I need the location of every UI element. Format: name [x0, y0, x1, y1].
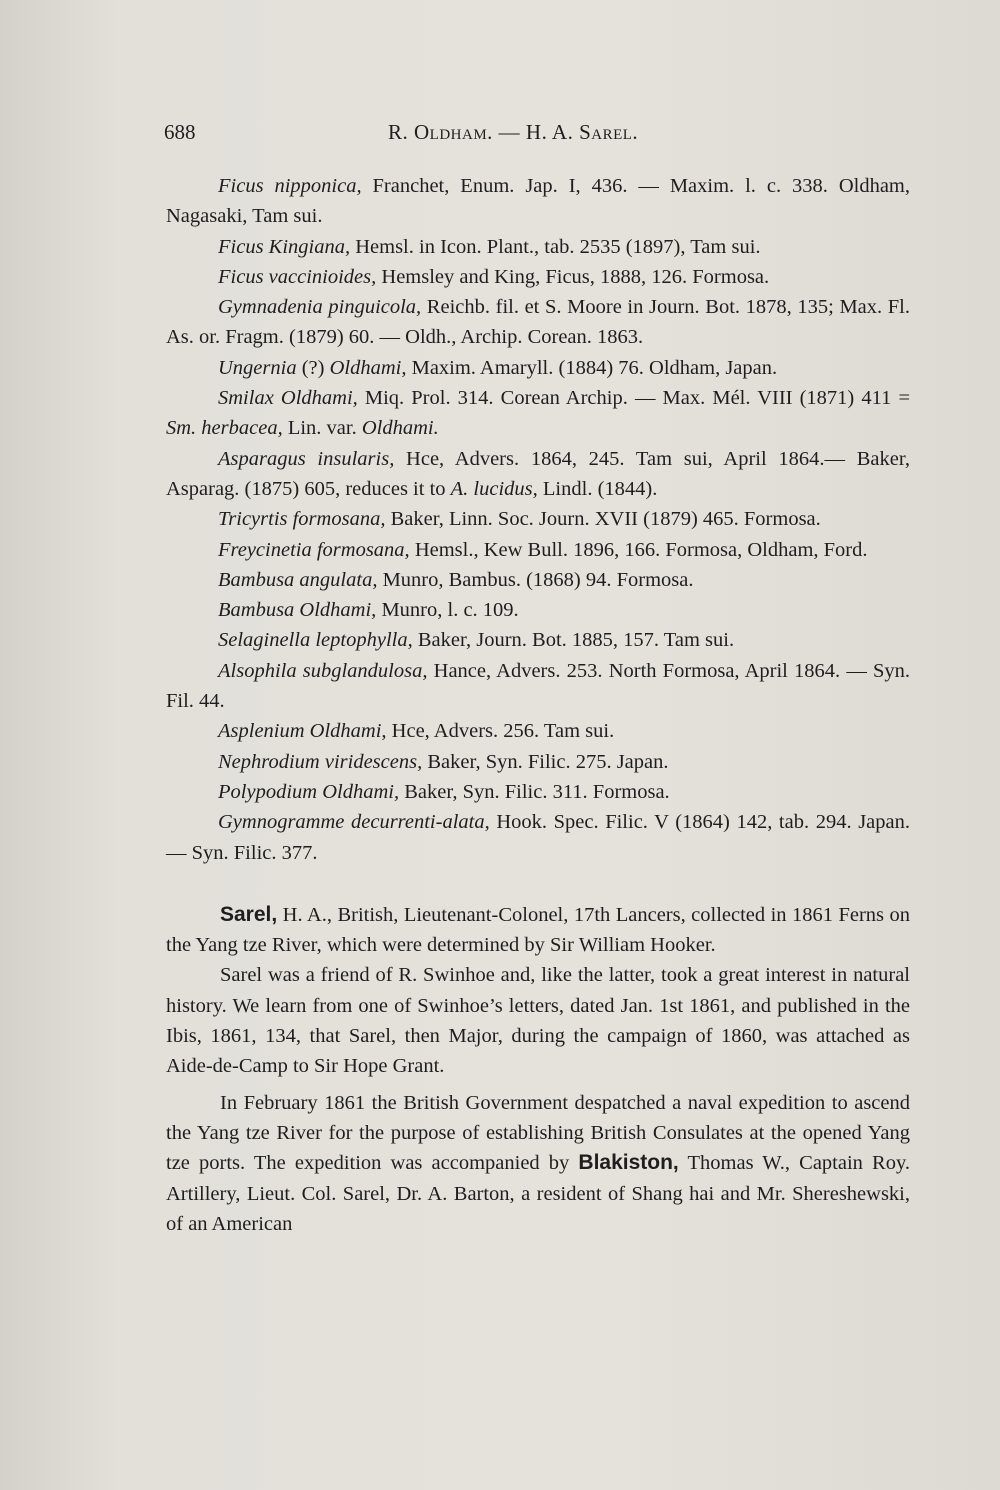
- entry-text: Baker, Syn. Filic. 311. Formosa.: [399, 780, 670, 803]
- taxon-name: Bambusa angulata,: [218, 568, 378, 591]
- taxon-name: Freycinetia formosana,: [218, 538, 410, 561]
- entry-text: Baker, Syn. Filic. 275. Japan.: [422, 750, 669, 773]
- entry-text: Hemsley and King, Ficus, 1888, 126. Formosa.: [376, 265, 770, 288]
- entry-text: Baker, Linn. Soc. Journ. XVII (1879) 465. Formosa.: [385, 508, 821, 531]
- taxon-name: Bambusa Oldhami,: [218, 599, 377, 622]
- entry: [166, 262, 910, 292]
- entry: [166, 565, 910, 595]
- paragraph-text: Thomas W., Captain Roy. Artillery, Lieut. Col. Sarel, Dr. A. Barton, a resident of Shang hai and Mr. Shereshewski, of an American: [166, 1152, 910, 1235]
- taxon-name: Alsophila subglandulosa,: [218, 659, 428, 682]
- taxon-name: Sm. herbacea,: [166, 417, 283, 440]
- entry-text: Maxim. Amaryll. (1884) 76. Oldham, Japan.: [406, 356, 778, 379]
- entry: [166, 504, 910, 534]
- entry: [166, 535, 910, 565]
- entry-text: Lindl. (1844).: [537, 477, 658, 500]
- taxon-name: Gymnadenia pinguicola,: [218, 296, 422, 319]
- taxon-name: Asparagus insularis,: [218, 447, 395, 470]
- entry-text: Miq. Prol. 314. Corean Archip. — Max. Mél. VIII (1871) 411 =: [357, 387, 911, 410]
- running-head: R. Oldham. — H. A. Sarel.: [388, 120, 639, 144]
- taxon-name: Ungernia: [218, 356, 297, 379]
- entry-text: Franchet, Enum. Jap. I, 436. — Maxim. l. c. 338. Oldham, Nagasaki, Tam sui.: [166, 175, 910, 228]
- taxon-name: Smilax Oldhami,: [218, 387, 358, 410]
- person-name: Sarel,: [220, 902, 278, 926]
- entry: [166, 232, 910, 262]
- sarel-entry: [166, 900, 910, 961]
- page-header: [164, 120, 910, 152]
- taxon-name: Oldhami.: [361, 417, 439, 440]
- taxon-name: Ficus nipponica,: [218, 175, 362, 197]
- entry: [166, 383, 910, 444]
- taxon-name: Tricyrtis formosana,: [218, 508, 386, 531]
- entry-text: Hce, Advers. 256. Tam sui.: [386, 720, 615, 743]
- taxon-name: Selaginella leptophylla,: [218, 629, 413, 652]
- taxon-name: Ficus Kingiana,: [218, 235, 351, 258]
- entry: [166, 292, 910, 353]
- entry-text: Reichb. fil. et S. Moore in Journ. Bot. 1878, 135; Max. Fl. As. or. Fragm. (1879) 60. — Oldh., Archip. Corean. 1863.: [166, 296, 910, 349]
- paragraph: Sarel was a friend of R. Swinhoe and, like the latter, took a great interest in natural history. We learn from one of Swinhoe’s letters, dated Jan. 1st 1861, and published in the Ibis, 1861, 134, that Sarel, then Major, during the campaign of 1860, was attached as Aide-de-Camp to Sir Hope Grant.: [166, 964, 910, 1078]
- entry: [166, 625, 910, 655]
- entry: [166, 444, 910, 505]
- entry-text: (?): [296, 356, 330, 379]
- entry: [166, 807, 910, 868]
- entry-text: Munro, Bambus. (1868) 94. Formosa.: [377, 568, 694, 591]
- page-number: 688: [164, 120, 196, 144]
- entry-text: Hemsl., Kew Bull. 1896, 166. Formosa, Oldham, Ford.: [409, 538, 868, 561]
- taxon-name: Polypodium Oldhami,: [218, 780, 400, 803]
- taxon-name: A. lucidus,: [450, 477, 538, 500]
- paragraph-text: In February 1861 the British Government despatched a naval expedition to ascend the Yang tze River for the purpose of establishing British Consulates at the opened Yang tze ports. The expedition was accompanied by: [166, 1091, 910, 1175]
- paragraph: [166, 1088, 910, 1239]
- taxon-name: Ficus vaccinioides,: [218, 265, 377, 288]
- taxon-name: Oldhami,: [329, 356, 407, 379]
- sarel-intro: H. A., British, Lieutenant-Colonel, 17th Lancers, collected in 1861 Ferns on the Yang tze River, which were determined by Sir William Hooker.: [166, 903, 910, 957]
- entry: [166, 777, 910, 807]
- entry-text: Munro, l. c. 109.: [376, 599, 519, 622]
- page-body: [166, 171, 910, 1239]
- entry: [166, 716, 910, 746]
- taxon-name: Nephrodium viridescens,: [218, 750, 423, 773]
- entry: [166, 656, 910, 717]
- section-gap: [166, 868, 910, 900]
- entry-text: Hce, Advers. 1864, 245. Tam sui, April 1864.— Baker, Asparag. (1875) 605, reduces it to: [166, 447, 910, 500]
- entry-text: Hook. Spec. Filic. V (1864) 142, tab. 294. Japan. — Syn. Filic. 377.: [166, 811, 910, 864]
- entry-text: Baker, Journ. Bot. 1885, 157. Tam sui.: [412, 629, 735, 652]
- person-name: Blakiston,: [578, 1151, 679, 1175]
- entry: [166, 171, 910, 232]
- entry: [166, 747, 910, 777]
- taxon-name: Asplenium Oldhami,: [218, 720, 387, 743]
- entry-text: Lin. var.: [282, 417, 362, 440]
- entry-text: Hemsl. in Icon. Plant., tab. 2535 (1897), Tam sui.: [350, 235, 761, 258]
- entry: [166, 353, 910, 383]
- entry-text: Hance, Advers. 253. North Formosa, April 1864. — Syn. Fil. 44.: [166, 659, 911, 713]
- taxon-name: Gymnogramme decurrenti-alata,: [218, 811, 490, 834]
- entry: [166, 595, 910, 625]
